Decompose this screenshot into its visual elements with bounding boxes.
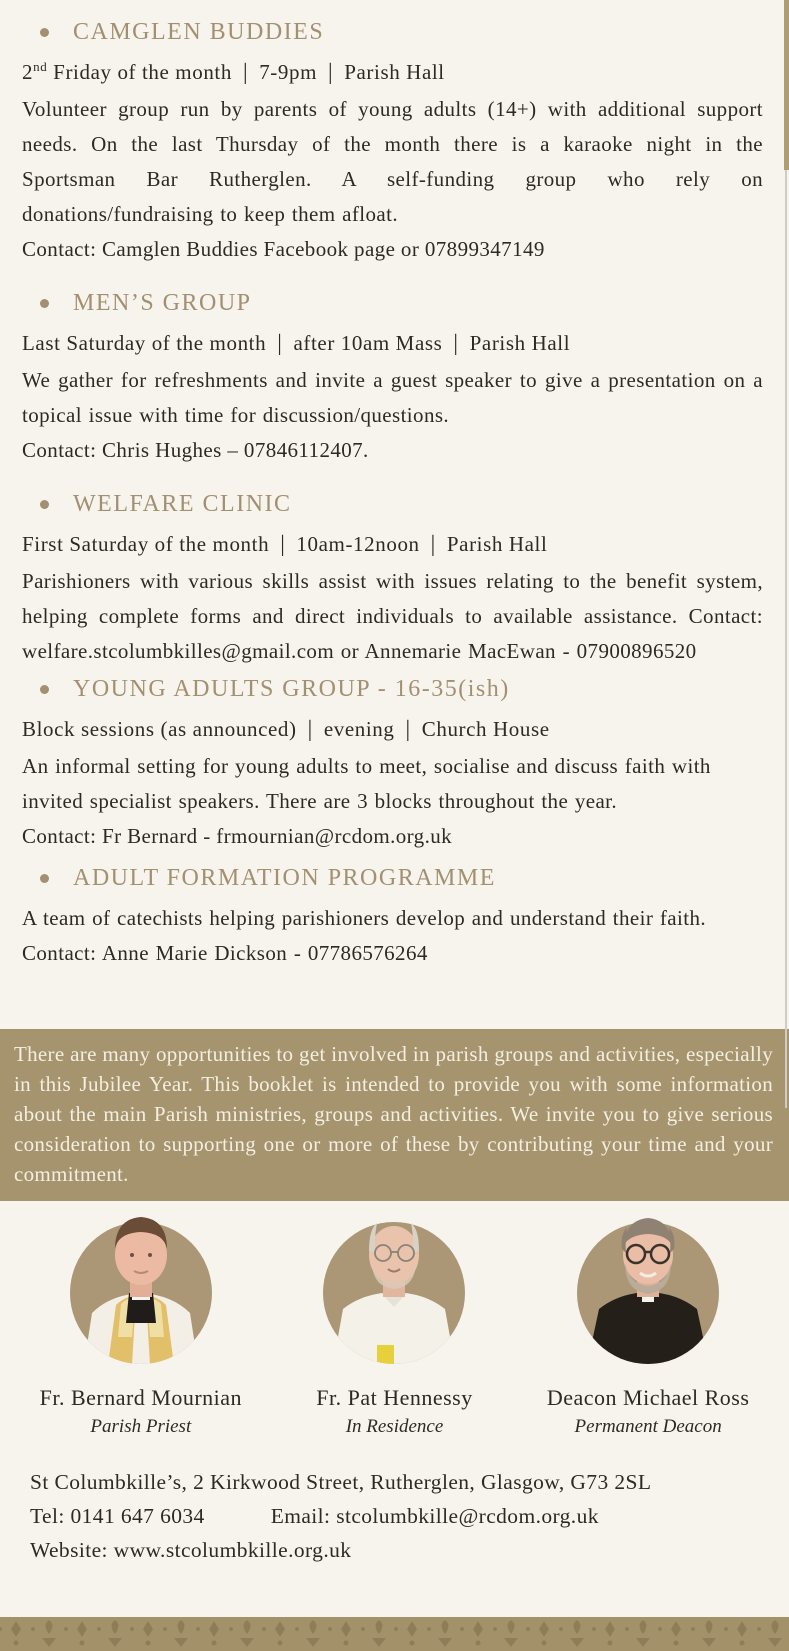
page-edge-strip [784,0,789,170]
schedule-place: Parish Hall [344,60,445,84]
section-heading-row [22,862,763,894]
section-heading-row [22,488,763,520]
section-heading-row [22,16,763,48]
highlight-paragraph: There are many opportunities to get involved in parish groups and activities, especially in this Jubilee Year. This booklet is intended to provide you with some information about the main Parish ministries, groups and activities. We invite you to give serious consideration to supporting one or more of these by contributing your time and your commitment. [0,1029,789,1201]
schedule-line [22,55,763,89]
bullet-icon [40,685,49,694]
section-body: An informal setting for young adults to meet, socialise and discuss faith with invited specialist speakers. There are 3 blocks throughout the year. [22,754,711,813]
section-title: YOUNG ADULTS GROUP - 16-35(ish) [73,676,510,702]
contact-line: Contact: Fr Bernard - frmournian@rcdom.org.uk [22,824,453,848]
pipe-divider: | [430,531,436,556]
portrait-photo-in-residence [319,1207,469,1365]
section-adult-formation [0,862,789,971]
bullet-icon [40,28,49,37]
section-title: CAMGLEN BUDDIES [73,19,325,45]
section-title: WELFARE CLINIC [73,491,292,517]
schedule-line [22,712,763,746]
schedule-time: after 10am Mass [293,331,443,355]
pipe-divider: | [328,59,334,84]
schedule-place: Parish Hall [446,532,548,556]
clergy-name: Fr. Bernard Mournian [39,1385,243,1410]
schedule-time: evening [323,717,395,741]
bullet-icon [40,299,49,308]
schedule-time: 10am-12noon [296,532,420,556]
clergy-name: Fr. Pat Hennessy [316,1385,473,1410]
clergy-role: Permanent Deacon [574,1416,722,1437]
decorative-damask-border [0,1617,789,1651]
pipe-divider: | [277,330,283,355]
footer-contact-block [0,1439,789,1567]
page-edge-line [785,170,787,1108]
schedule-place: Church House [421,717,550,741]
schedule-time: 7-9pm [259,60,318,84]
schedule-day: 2nd Friday of the month [22,59,232,84]
schedule-line [22,527,763,561]
bullet-icon [40,500,49,509]
pipe-divider: | [405,716,411,741]
footer-email: Email: stcolumbkille@rcdom.org.uk [270,1504,599,1528]
section-title: MEN’S GROUP [73,290,252,316]
footer-address: St Columbkille’s, 2 Kirkwood Street, Rutherglen, Glasgow, G73 2SL [30,1470,652,1494]
portrait-photo-permanent-deacon [573,1207,723,1365]
section-young-adults-group [0,673,789,854]
footer-tel: Tel: 0141 647 6034 [30,1504,205,1528]
schedule-place: Parish Hall [469,331,571,355]
pipe-divider: | [242,59,249,84]
clergy-card-michael-ross [523,1207,774,1439]
schedule-day: Block sessions (as announced) [22,717,297,741]
clergy-role: Parish Priest [90,1416,192,1437]
section-welfare-clinic [0,488,789,669]
bullet-icon [40,874,49,883]
schedule-line [22,326,763,360]
section-body: Volunteer group run by parents of young adults (14+) with additional support needs. On the last Thursday of the month there is a karaoke night in the Sportsman Bar Rutherglen. A self-funding group who rely on donations/fundraising to keep them afloat. [22,97,763,226]
footer-website: Website: www.stcolumbkille.org.uk [30,1538,352,1562]
footer-tel-email-row [30,1499,769,1533]
schedule-day: Last Saturday of the month [22,331,267,355]
portrait-photo-parish-priest [66,1207,216,1365]
schedule-day: First Saturday of the month [22,532,270,556]
pipe-divider: | [280,531,286,556]
section-heading-row [22,673,763,705]
section-body: We gather for refreshments and invite a guest speaker to give a presentation on a topical issue with time for discussion/questions. [22,368,763,427]
clergy-row [0,1201,789,1439]
clergy-name: Deacon Michael Ross [546,1385,750,1410]
ordinal-suffix: nd [33,59,48,74]
clergy-role: In Residence [345,1416,444,1437]
pipe-divider: | [453,330,459,355]
section-body: Parishioners with various skills assist with issues relating to the benefit system, helping complete forms and direct individuals to available assistance. Contact: welfare.stcolumbkilles@gmail.com or Annemarie MacEwan - 07900896520 [22,569,763,663]
section-camglen-buddies [0,16,789,267]
clergy-card-bernard-mournian [15,1207,266,1439]
contact-line: Contact: Camglen Buddies Facebook page or 07899347149 [22,237,545,261]
clergy-card-pat-hennessy [269,1207,520,1439]
section-body: A team of catechists helping parishioners develop and understand their faith. Contact: Anne Marie Dickson - 07786576264 [22,906,707,965]
pipe-divider: | [307,716,313,741]
section-heading-row [22,287,763,319]
section-mens-group [0,287,789,468]
contact-line: Contact: Chris Hughes – 07846112407. [22,438,369,462]
section-title: ADULT FORMATION PROGRAMME [73,865,496,891]
